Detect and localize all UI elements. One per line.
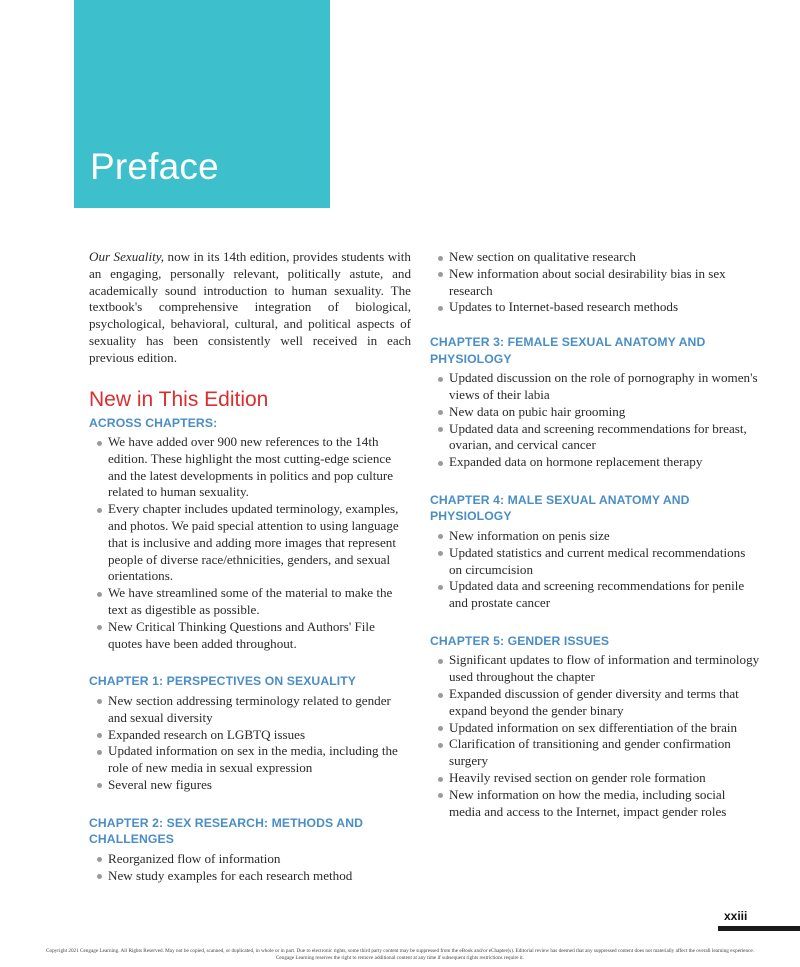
list-item: Updated data and screening recommendations for penile and prostate cancer <box>449 578 760 612</box>
list-item: Significant updates to flow of information and terminology used throughout the chapter <box>449 652 760 685</box>
section-heading-chapter-3: CHAPTER 3: FEMALE SEXUAL ANATOMY AND PHYSIOLOGY <box>430 335 706 366</box>
list-item: New study examples for each research method <box>108 868 411 885</box>
list-item: Updated information on sex in the media, including the role of new media in sexual expression <box>108 743 411 777</box>
right-column <box>430 249 760 820</box>
page-title: Preface <box>90 146 219 187</box>
across-chapters-list <box>89 434 411 652</box>
chapter-5-list <box>430 652 760 820</box>
chapter-3-list <box>430 370 760 471</box>
list-item: Expanded research on LGBTQ issues <box>108 727 411 744</box>
list-item: Updated statistics and current medical recommendations on circumcision <box>449 545 760 579</box>
intro-paragraph <box>89 249 411 367</box>
section-heading-chapter-1: CHAPTER 1: PERSPECTIVES ON SEXUALITY <box>89 674 357 689</box>
list-item: Updates to Internet-based research methods <box>449 299 760 316</box>
list-item: New Critical Thinking Questions and Authors' File quotes have been added throughout. <box>108 619 411 653</box>
chapter-2-list-part-2 <box>430 249 760 316</box>
list-item: New information on penis size <box>449 528 760 545</box>
page-number: xxiii <box>724 909 748 923</box>
list-item: Updated discussion on the role of pornography in women's views of their labia <box>449 370 760 404</box>
list-item: New information on how the media, including social media and access to the Internet, impact gender roles <box>449 787 760 821</box>
section-heading-chapter-2: CHAPTER 2: SEX RESEARCH: METHODS AND CHALLENGES <box>89 815 364 847</box>
section-heading-chapter-5: CHAPTER 5: GENDER ISSUES <box>430 633 610 648</box>
page-number-rule <box>718 926 800 931</box>
list-item: Updated data and screening recommendations for breast, ovarian, and cervical cancer <box>449 421 760 455</box>
section-heading-chapter-4: CHAPTER 4: MALE SEXUAL ANATOMY AND PHYSIOLOGY <box>430 492 690 524</box>
list-item: New information about social desirability bias in sex research <box>449 266 760 300</box>
copyright-notice: Copyright 2021 Cengage Learning. All Rights Reserved. May not be copied, scanned, or duplicated, in whole or in part. Due to electronic rights, some third party content may be suppressed from the eBook and/or eChapter(s). Editorial review has deemed that any suppressed content does not materially affect the overall learning experience. Cengage Learning reserves the right to remove additional content at any time if subsequent rights restrictions require it. <box>46 948 754 961</box>
list-item: Clarification of transitioning and gender confirmation surgery <box>449 736 760 770</box>
new-in-edition-heading: New in This Edition <box>89 387 269 411</box>
list-item: Several new figures <box>108 777 411 794</box>
list-item: New section on qualitative research <box>449 249 760 266</box>
list-item: We have added over 900 new references to the 14th edition. These highlight the most cutting-edge science and the latest developments in politics and pop culture related to human sexuality. <box>108 434 411 501</box>
intro-text: now in its 14th edition, provides students with an engaging, personally relevant, politically astute, and academically sound introduction to human sexuality. The textbook's comprehensive integration of biological, psychological, behavioral, cultural, and political aspects of sexuality has been consistently well received in each previous edition. <box>89 249 411 365</box>
list-item: Expanded data on hormone replacement therapy <box>449 454 760 471</box>
left-column <box>89 249 411 884</box>
chapter-4-list <box>430 528 760 612</box>
section-heading-across-chapters: ACROSS CHAPTERS: <box>89 415 218 430</box>
list-item: Heavily revised section on gender role formation <box>449 770 760 787</box>
list-item: Reorganized flow of information <box>108 851 411 868</box>
chapter-title-block <box>74 0 330 208</box>
list-item: Every chapter includes updated terminology, examples, and photos. We paid special attention to using language that is inclusive and adding more images that represent people of diverse race/ethnicities, genders, and sexual orientations. <box>108 501 411 585</box>
list-item: Expanded discussion of gender diversity and terms that expand beyond the gender binary <box>449 686 760 720</box>
list-item: New section addressing terminology related to gender and sexual diversity <box>108 693 411 727</box>
book-title: Our Sexuality, <box>89 249 165 264</box>
list-item: New data on pubic hair grooming <box>449 404 760 421</box>
list-item: We have streamlined some of the material to make the text as digestible as possible. <box>108 585 411 619</box>
chapter-2-list-part-1 <box>89 851 411 885</box>
list-item: Updated information on sex differentiation of the brain <box>449 720 760 737</box>
chapter-1-list <box>89 693 411 794</box>
